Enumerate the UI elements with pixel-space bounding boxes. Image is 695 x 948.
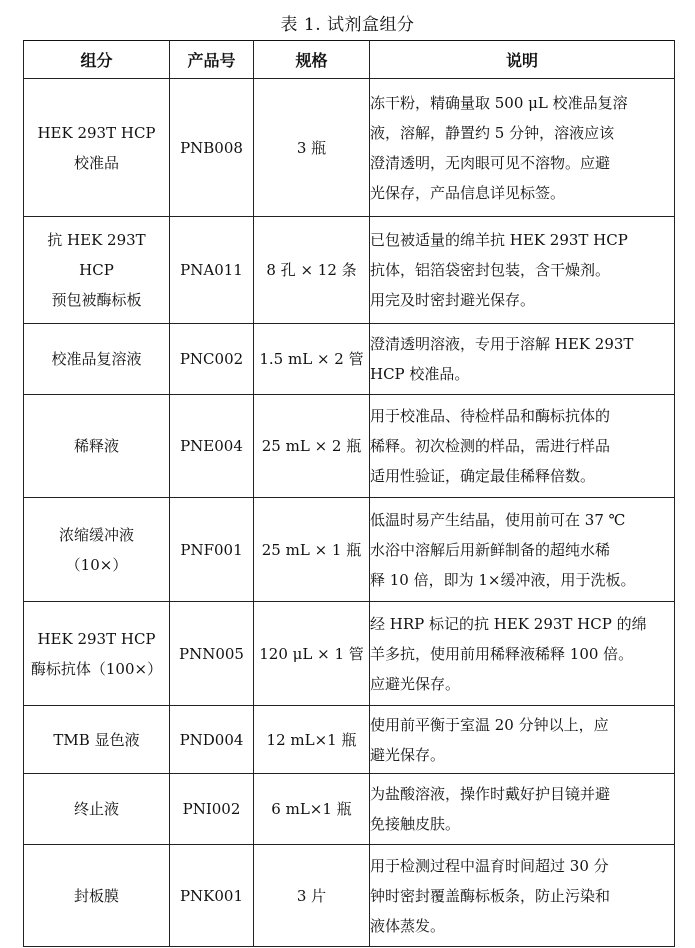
- description-line: 澄清透明，无肉眼可见不溶物。应避: [370, 153, 611, 172]
- description-line: 液体蒸发。: [370, 916, 446, 935]
- table-row: [24, 395, 675, 498]
- specification: 120 μL × 1 管: [254, 602, 370, 706]
- description-line: 光保存，产品信息详见标签。: [370, 183, 566, 202]
- table-row: [24, 774, 675, 845]
- specification: 25 mL × 2 瓶: [254, 395, 370, 498]
- description-line: 澄清透明溶液，专用于溶解 HEK 293T: [370, 335, 634, 353]
- specification: 6 mL×1 瓶: [254, 774, 370, 845]
- component-name: [24, 217, 170, 324]
- description-line: 应避光保存。: [370, 674, 461, 693]
- component-name-line: HEK 293T HCP: [37, 629, 156, 648]
- component-name-line: HCP: [79, 261, 114, 279]
- product-code: PNK001: [170, 845, 254, 947]
- specification: 1.5 mL × 2 管: [254, 324, 370, 395]
- header-component: 组分: [24, 41, 170, 79]
- header-description: 说明: [370, 41, 675, 79]
- specification: 25 mL × 1 瓶: [254, 498, 370, 602]
- description-line: 释 10 倍，即为 1×缓冲液，用于洗板。: [370, 570, 636, 589]
- description-line: 钟时密封覆盖酶标板条，防止污染和: [370, 886, 611, 905]
- header-specification: 规格: [254, 41, 370, 79]
- description-line: 液，溶解，静置约 5 分钟，溶液应该: [370, 123, 615, 142]
- component-name-line: 预包被酶标板: [51, 291, 142, 309]
- reagent-table: [23, 40, 675, 947]
- component-name: [24, 498, 170, 602]
- component-name-line: 校准品复溶液: [51, 350, 142, 368]
- specification: 3 片: [254, 845, 370, 947]
- component-name: [24, 79, 170, 217]
- component-name: [24, 324, 170, 395]
- component-name: [24, 602, 170, 706]
- description-line: 为盐酸溶液，操作时戴好护目镜并避: [370, 785, 611, 803]
- component-name-line: TMB 显色液: [53, 730, 140, 749]
- description: [370, 774, 675, 845]
- description-line: 免接触皮肤。: [370, 815, 461, 833]
- component-name-line: 稀释液: [73, 437, 119, 455]
- component-name-line: 终止液: [73, 800, 119, 818]
- component-name-line: 酶标抗体（100×）: [30, 659, 163, 678]
- description-line: 稀释。初次检测的样品，需进行样品: [370, 437, 611, 455]
- specification: 8 孔 × 12 条: [254, 217, 370, 324]
- product-code: PND004: [170, 706, 254, 774]
- description: [370, 706, 675, 774]
- header-product-code: 产品号: [170, 41, 254, 79]
- description: [370, 324, 675, 395]
- component-name-line: 封板膜: [73, 886, 119, 905]
- description-line: 避光保存。: [370, 745, 446, 764]
- table-body: [24, 79, 675, 947]
- component-name: [24, 774, 170, 845]
- specification: 3 瓶: [254, 79, 370, 217]
- product-code: PNI002: [170, 774, 254, 845]
- description: [370, 498, 675, 602]
- table-row: [24, 498, 675, 602]
- description-line: 使用前平衡于室温 20 分钟以上，应: [370, 715, 609, 734]
- table-row: [24, 217, 675, 324]
- description-line: 冻干粉，精确量取 500 μL 校准品复溶: [370, 93, 628, 112]
- product-code: PNE004: [170, 395, 254, 498]
- product-code: PNA011: [170, 217, 254, 324]
- description: [370, 845, 675, 947]
- component-name-line: 抗 HEK 293T: [47, 231, 146, 249]
- description-line: 抗体，铝箔袋密封包装，含干燥剂。: [370, 261, 611, 279]
- description: [370, 602, 675, 706]
- description-line: 经 HRP 标记的抗 HEK 293T HCP 的绵: [370, 614, 647, 633]
- table-row: [24, 79, 675, 217]
- product-code: PNB008: [170, 79, 254, 217]
- component-name: [24, 395, 170, 498]
- component-name-line: 浓缩缓冲液: [58, 525, 134, 544]
- description-line: HCP 校准品。: [370, 365, 470, 383]
- description: [370, 217, 675, 324]
- product-code: PNN005: [170, 602, 254, 706]
- table-caption: 表 1. 试剂盒组分: [280, 15, 415, 35]
- component-name-line: HEK 293T HCP: [37, 123, 156, 142]
- table-header: [24, 41, 675, 79]
- description-line: 低温时易产生结晶，使用前可在 37 ℃: [370, 510, 626, 529]
- product-code: PNC002: [170, 324, 254, 395]
- description-line: 用于校准品、待检样品和酶标抗体的: [370, 407, 611, 425]
- description: [370, 395, 675, 498]
- component-name: [24, 706, 170, 774]
- description-line: 水浴中溶解后用新鲜制备的超纯水稀: [370, 540, 611, 559]
- table-row: [24, 602, 675, 706]
- table-row: [24, 706, 675, 774]
- table-row: [24, 324, 675, 395]
- component-name-line: （10×）: [65, 555, 128, 574]
- specification: 12 mL×1 瓶: [254, 706, 370, 774]
- description-line: 已包被适量的绵羊抗 HEK 293T HCP: [370, 231, 628, 249]
- description-line: 羊多抗，使用前用稀释液稀释 100 倍。: [370, 644, 634, 663]
- description-line: 用于检测过程中温育时间超过 30 分: [370, 856, 609, 875]
- product-code: PNF001: [170, 498, 254, 602]
- description: [370, 79, 675, 217]
- table-row: [24, 845, 675, 947]
- description-line: 适用性验证，确定最佳稀释倍数。: [370, 467, 596, 485]
- component-name: [24, 845, 170, 947]
- description-line: 用完及时密封避光保存。: [370, 291, 536, 309]
- component-name-line: 校准品: [73, 153, 119, 172]
